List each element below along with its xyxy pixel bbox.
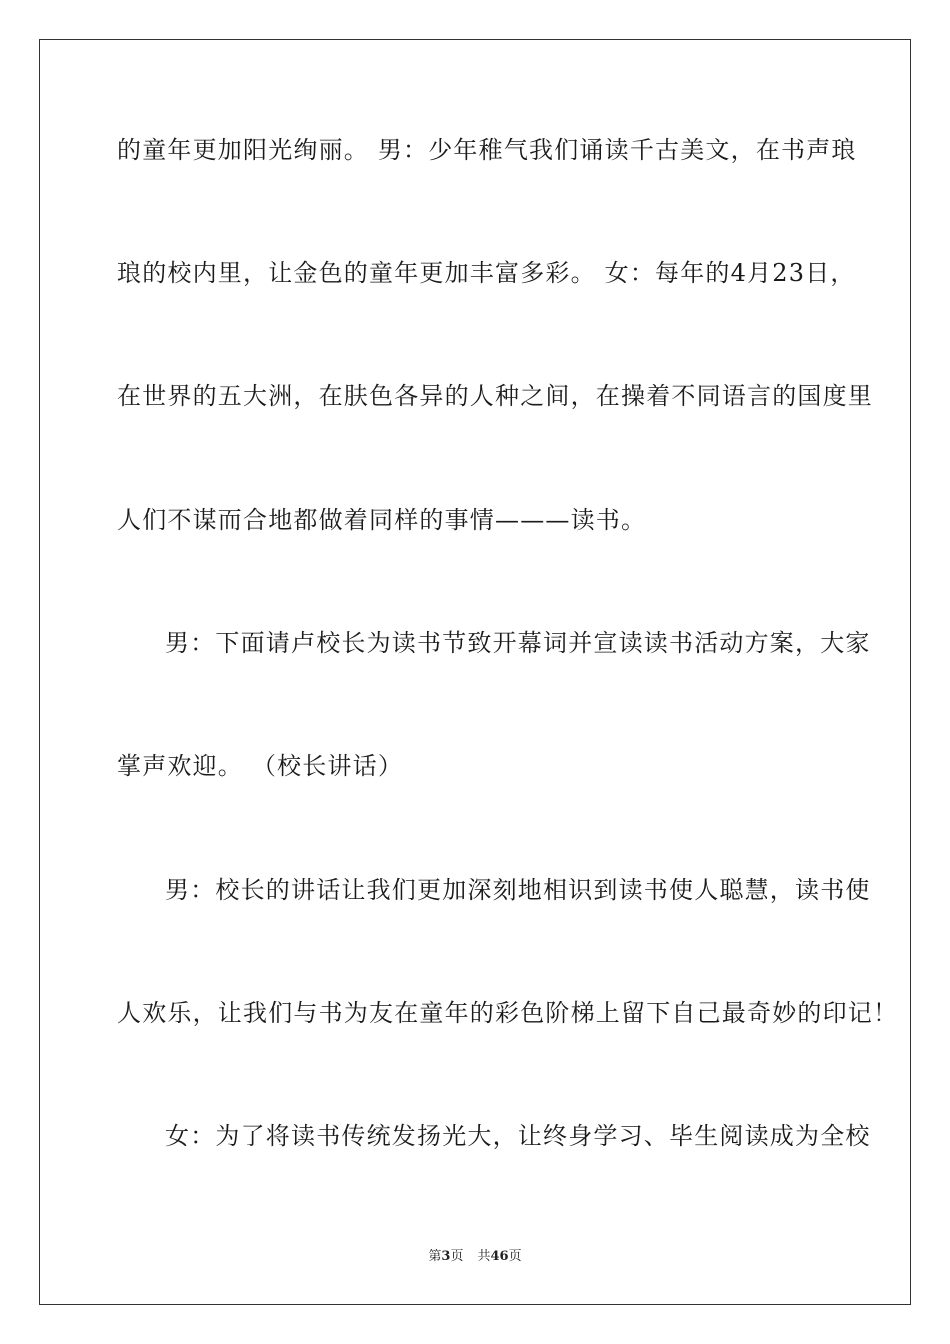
body-text-line: 男：校长的讲话让我们更加深刻地相识到读书使人聪慧，读书使	[165, 876, 871, 904]
body-text-line: 男：下面请卢校长为读书节致开幕词并宣读读书活动方案，大家	[165, 629, 871, 657]
total-pages-prefix: 共	[477, 1249, 491, 1264]
total-pages-suffix: 页	[508, 1249, 522, 1264]
body-text-line: 人欢乐，让我们与书为友在童年的彩色阶梯上留下自己最奇妙的印记！	[117, 999, 899, 1027]
body-text-line: 在世界的五大洲，在肤色各异的人种之间，在操着不同语言的国度里	[117, 382, 873, 410]
total-page-count: 46	[490, 1249, 509, 1264]
body-text-line: 的童年更加阳光绚丽。 男：少年稚气我们诵读千古美文，在书声琅	[117, 136, 857, 164]
body-text-line: 掌声欢迎。 （校长讲话）	[117, 752, 404, 780]
current-page-number: 3	[441, 1249, 451, 1264]
page-footer	[0, 1249, 950, 1265]
page-border	[39, 39, 911, 1305]
body-text-line: 琅的校内里，让金色的童年更加丰富多彩。 女：每年的4月23日，	[117, 259, 856, 287]
body-text-line: 人们不谋而合地都做着同样的事情———读书。	[117, 506, 647, 534]
page-number-suffix: 页	[450, 1249, 464, 1264]
body-text-line: 女：为了将读书传统发扬光大，让终身学习、毕生阅读成为全校	[165, 1122, 871, 1150]
page-number-prefix: 第	[428, 1249, 442, 1264]
